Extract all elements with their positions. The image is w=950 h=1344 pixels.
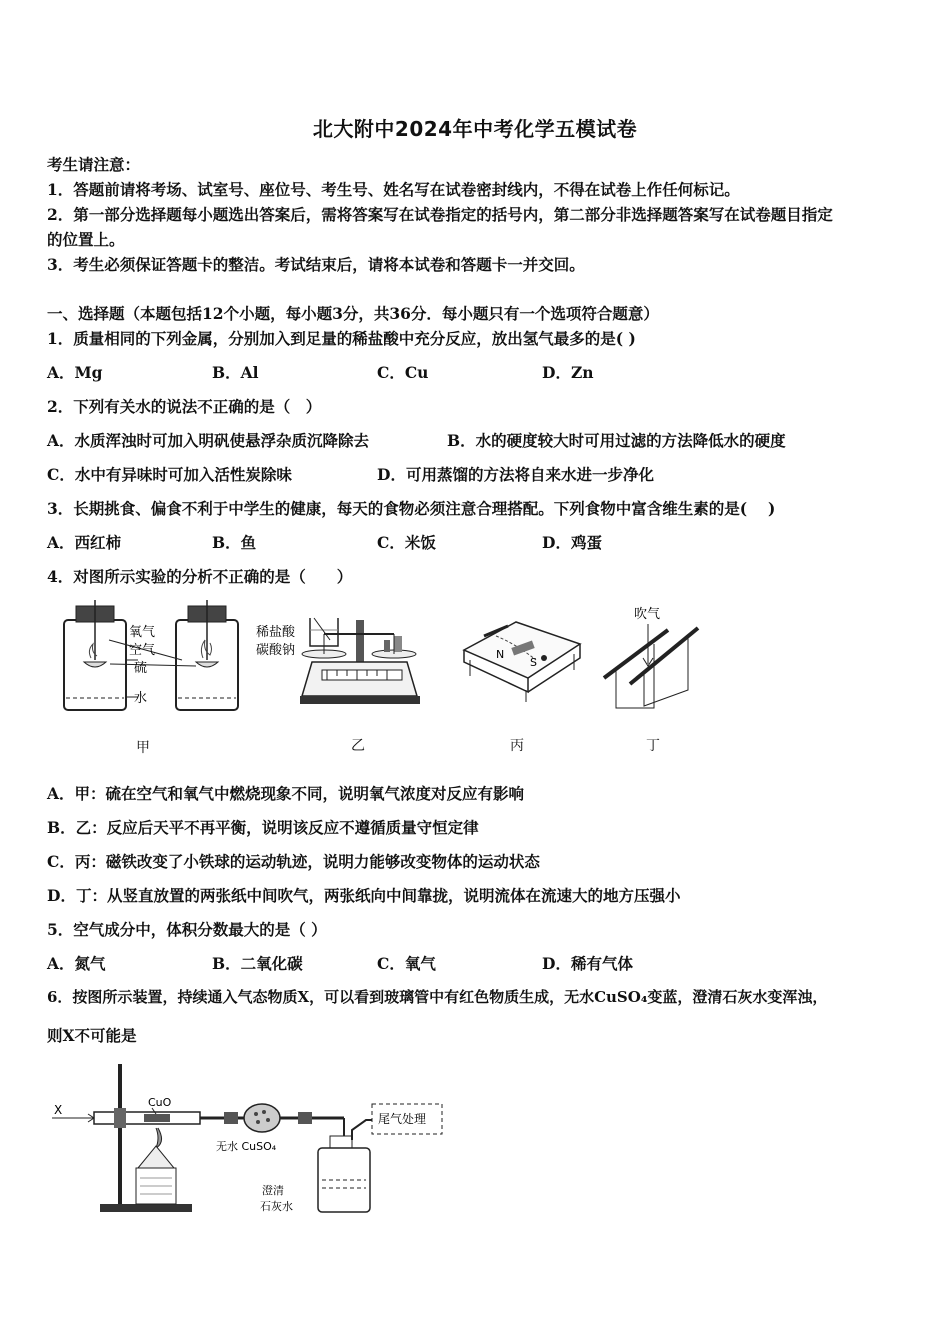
figure-label-jia: 甲 [136,740,150,756]
page-title: 北大附中2024年中考化学五模试卷 [312,117,638,141]
apparatus-label-cuso4: 无水 CuSO₄ [216,1140,277,1153]
q4-option-d[interactable]: D．丁：从竖直放置的两张纸中间吹气，两张纸向中间靠拢，说明流体在流速大的地方压强小 [47,886,681,905]
q2-option-c[interactable]: C．水中有异味时可加入活性炭除味 [47,465,292,484]
q2-option-a[interactable]: A．水质浑浊时可加入明矾使悬浮杂质沉降除去 [47,431,370,450]
notice-item-2-cont: 的位置上。 [47,230,125,249]
yi-label-hcl: 稀盐酸 [256,625,296,640]
q5-stem: 5．空气成分中，体积分数最大的是（ ） [47,920,327,939]
q6-stem-line2: 则X不可能是 [47,1026,137,1045]
q3-option-d[interactable]: D．鸡蛋 [542,533,602,552]
section-heading: 一、选择题（本题包括12个小题，每小题3分，共36分．每小题只有一个选项符合题意） [47,304,659,323]
q1-option-a[interactable]: A．Mg [47,363,103,382]
bing-label-s: S [530,656,537,669]
notice-item-2: 2．第一部分选择题每小题选出答案后，需将答案写在试卷指定的括号内，第二部分非选择题答案写在试卷题目指定 [47,205,833,224]
figure-label-yi: 乙 [351,738,365,754]
q5-option-a[interactable]: A．氮气 [47,954,106,973]
q3-option-b[interactable]: B．鱼 [212,533,257,552]
figure-label-bing: 丙 [510,738,524,754]
q4-option-c[interactable]: C．丙：磁铁改变了小铁球的运动轨迹，说明力能够改变物体的运动状态 [47,852,540,871]
q1-option-d[interactable]: D．Zn [542,363,594,382]
q5-option-d[interactable]: D．稀有气体 [542,954,633,973]
apparatus-label-cuo: CuO [148,1096,172,1109]
q3-option-a[interactable]: A．西红柿 [47,533,122,552]
notice-item-3: 3．考生必须保证答题卡的整洁。考试结束后，请将本试卷和答题卡一并交回。 [47,255,585,274]
apparatus-label-lime1: 澄清 [262,1184,284,1197]
jia-label-oxygen: 氧气 [129,625,156,640]
q2-stem: 2．下列有关水的说法不正确的是（ ） [47,397,322,416]
jia-label-sulfur: 硫 [134,661,148,676]
q4-stem: 4．对图所示实验的分析不正确的是（ ） [47,567,353,586]
yi-label-na2co3: 碳酸钠 [256,643,296,658]
bing-label-n: N [496,648,505,661]
jia-label-air: 空气 [129,643,156,658]
q4-option-a[interactable]: A．甲：硫在空气和氧气中燃烧现象不同，说明氧气浓度对反应有影响 [47,784,525,803]
q3-option-c[interactable]: C．米饭 [377,533,436,552]
q5-option-b[interactable]: B．二氧化碳 [212,954,303,973]
q6-stem-line1: 6．按图所示装置，持续通入气态物质X，可以看到玻璃管中有红色物质生成，无水CuSO₄变蓝，澄清石灰水变浑浊， [47,988,828,1006]
q3-stem: 3．长期挑食、偏食不利于中学生的健康，每天的食物必须注意合理搭配。下列食物中富含维生素的是( ) [47,499,776,518]
notice-header: 考生请注意： [47,155,141,174]
figure-label-ding: 丁 [646,738,660,754]
q1-option-b[interactable]: B．Al [212,363,259,382]
q5-option-c[interactable]: C．氧气 [377,954,436,973]
q1-stem: 1．质量相同的下列金属，分别加入到足量的稀盐酸中充分反应，放出氢气最多的是( ) [47,329,636,348]
ding-label-blow: 吹气 [634,607,661,622]
q4-figure-bing [456,614,586,704]
q4-figure-jia [44,600,249,718]
apparatus-label-lime2: 石灰水 [260,1200,293,1213]
notice-item-1: 1．答题前请将考场、试室号、座位号、考生号、姓名写在试卷密封线内，不得在试卷上作任何标记。 [47,180,740,199]
q6-apparatus-figure [48,1060,448,1220]
apparatus-label-x: X [54,1103,63,1117]
q4-figure-yi [252,604,427,710]
q2-option-b[interactable]: B．水的硬度较大时可用过滤的方法降低水的硬度 [447,431,786,450]
apparatus-label-tail: 尾气处理 [378,1112,427,1126]
q4-option-b[interactable]: B．乙：反应后天平不再平衡，说明该反应不遵循质量守恒定律 [47,818,479,837]
jia-label-water: 水 [134,691,148,706]
q2-option-d[interactable]: D．可用蒸馏的方法将自来水进一步净化 [377,465,654,484]
q4-figure-ding [596,600,706,712]
q1-option-c[interactable]: C．Cu [377,363,429,382]
